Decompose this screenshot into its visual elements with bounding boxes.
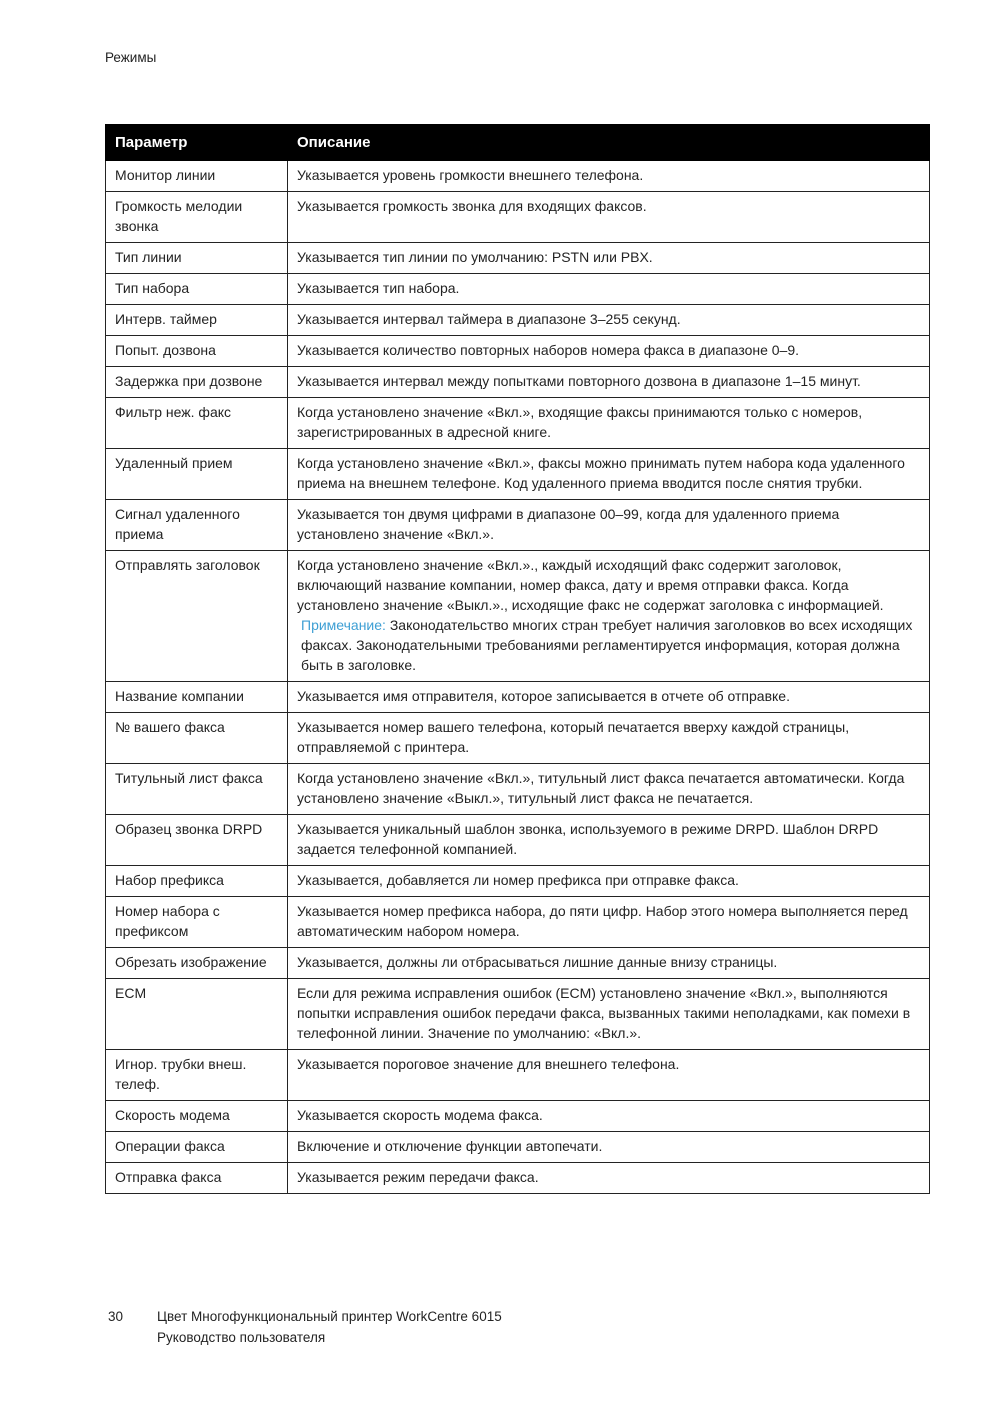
param-cell: Набор префикса — [106, 866, 288, 897]
param-cell: Обрезать изображение — [106, 948, 288, 979]
table-row — [106, 500, 930, 551]
desc-text: Когда установлено значение «Вкл.»., каждый исходящий факс содержит заголовок, включающий название компании, номер факса, дату и время отправки факса. Когда установлено значение «Выкл.»., исходящие факс не содержат заголовка с информацией. — [297, 557, 884, 613]
desc-cell: Указывается тип линии по умолчанию: PSTN или PBX. — [288, 243, 930, 274]
desc-cell: Указывается номер вашего телефона, который печатается вверху каждой страницы, отправляемой с принтера. — [288, 713, 930, 764]
param-cell: Титульный лист факса — [106, 764, 288, 815]
desc-cell: Указывается имя отправителя, которое записывается в отчете об отправке. — [288, 682, 930, 713]
table-row — [106, 336, 930, 367]
desc-cell: Указывается режим передачи факса. — [288, 1163, 930, 1194]
desc-cell: Указывается номер префикса набора, до пяти цифр. Набор этого номера выполняется перед автоматическим набором номера. — [288, 897, 930, 948]
table-row — [106, 1050, 930, 1101]
desc-cell: Когда установлено значение «Вкл.», титульный лист факса печатается автоматически. Когда установлено значение «Выкл.», титульный лист факса не печатается. — [288, 764, 930, 815]
desc-cell: Указывается, добавляется ли номер префикса при отправке факса. — [288, 866, 930, 897]
table-row — [106, 305, 930, 336]
footer-product-line: Цвет Многофункциональный принтер WorkCentre 6015 — [157, 1309, 502, 1324]
param-cell: Тип набора — [106, 274, 288, 305]
footer-text — [157, 1306, 502, 1348]
desc-cell: Указывается интервал таймера в диапазоне 3–255 секунд. — [288, 305, 930, 336]
note-paragraph — [297, 615, 920, 675]
desc-cell: Когда установлено значение «Вкл.», факсы можно принимать путем набора кода удаленного приема на внешнем телефоне. Код удаленного приема вводится после снятия трубки. — [288, 449, 930, 500]
desc-cell: Если для режима исправления ошибок (ECM) установлено значение «Вкл.», выполняются попытки исправления ошибок передачи факса, вызванных такими неполадками, как помехи в телефонной линии. Значение по умолчанию: «Вкл.». — [288, 979, 930, 1050]
table-row — [106, 979, 930, 1050]
section-heading: Режимы — [105, 50, 157, 65]
column-header-parameter: Параметр — [106, 125, 288, 161]
param-cell: Интерв. таймер — [106, 305, 288, 336]
desc-cell: Включение и отключение функции автопечати. — [288, 1132, 930, 1163]
param-cell: Фильтр неж. факс — [106, 398, 288, 449]
param-cell: ECM — [106, 979, 288, 1050]
desc-cell: Указывается, должны ли отбрасываться лишние данные внизу страницы. — [288, 948, 930, 979]
desc-cell: Указывается уникальный шаблон звонка, используемого в режиме DRPD. Шаблон DRPD задается телефонной компанией. — [288, 815, 930, 866]
page-footer — [108, 1306, 502, 1348]
column-header-description: Описание — [288, 125, 930, 161]
note-label: Примечание: — [301, 617, 386, 633]
param-cell: Скорость модема — [106, 1101, 288, 1132]
table-row — [106, 161, 930, 192]
desc-cell: Указывается тон двумя цифрами в диапазоне 00–99, когда для удаленного приема установлено значение «Вкл.». — [288, 500, 930, 551]
param-cell: Операции факса — [106, 1132, 288, 1163]
table-row — [106, 1101, 930, 1132]
page-number: 30 — [108, 1309, 124, 1324]
footer-guide-line: Руководство пользователя — [157, 1330, 326, 1345]
desc-cell: Указывается громкость звонка для входящих факсов. — [288, 192, 930, 243]
table-row — [106, 682, 930, 713]
desc-cell: Указывается тип набора. — [288, 274, 930, 305]
param-cell: Монитор линии — [106, 161, 288, 192]
desc-cell: Указывается уровень громкости внешнего телефона. — [288, 161, 930, 192]
note-text: Законодательство многих стран требует наличия заголовков во всех исходящих факсах. Законодательными требованиями регламентируется информация, которая должна быть в заголовке. — [301, 617, 913, 673]
desc-cell: Когда установлено значение «Вкл.», входящие факсы принимаются только с номеров, зарегистрированных в адресной книге. — [288, 398, 930, 449]
table-row — [106, 1163, 930, 1194]
table-row — [106, 274, 930, 305]
param-cell: Игнор. трубки внеш. телеф. — [106, 1050, 288, 1101]
table-row — [106, 897, 930, 948]
desc-cell: Указывается интервал между попытками повторного дозвона в диапазоне 1–15 минут. — [288, 367, 930, 398]
table-row — [106, 551, 930, 682]
table-row — [106, 1132, 930, 1163]
table-row — [106, 398, 930, 449]
param-cell: Сигнал удаленного приема — [106, 500, 288, 551]
param-cell: Отправка факса — [106, 1163, 288, 1194]
table-header-row — [106, 125, 930, 161]
param-cell: Попыт. дозвона — [106, 336, 288, 367]
table-row — [106, 449, 930, 500]
table-row — [106, 192, 930, 243]
param-cell: Номер набора с префиксом — [106, 897, 288, 948]
desc-cell: Указывается скорость модема факса. — [288, 1101, 930, 1132]
table-row — [106, 367, 930, 398]
param-cell: Удаленный прием — [106, 449, 288, 500]
desc-cell: Указывается пороговое значение для внешнего телефона. — [288, 1050, 930, 1101]
table-row — [106, 713, 930, 764]
param-cell: № вашего факса — [106, 713, 288, 764]
table-row — [106, 243, 930, 274]
table-row — [106, 815, 930, 866]
table-row — [106, 764, 930, 815]
table-row — [106, 948, 930, 979]
desc-cell — [288, 551, 930, 682]
param-cell: Образец звонка DRPD — [106, 815, 288, 866]
table-row — [106, 866, 930, 897]
parameters-table — [105, 124, 930, 1194]
desc-cell: Указывается количество повторных наборов номера факса в диапазоне 0–9. — [288, 336, 930, 367]
param-cell: Задержка при дозвоне — [106, 367, 288, 398]
param-cell: Название компании — [106, 682, 288, 713]
param-cell: Отправлять заголовок — [106, 551, 288, 682]
param-cell: Тип линии — [106, 243, 288, 274]
param-cell: Громкость мелодии звонка — [106, 192, 288, 243]
